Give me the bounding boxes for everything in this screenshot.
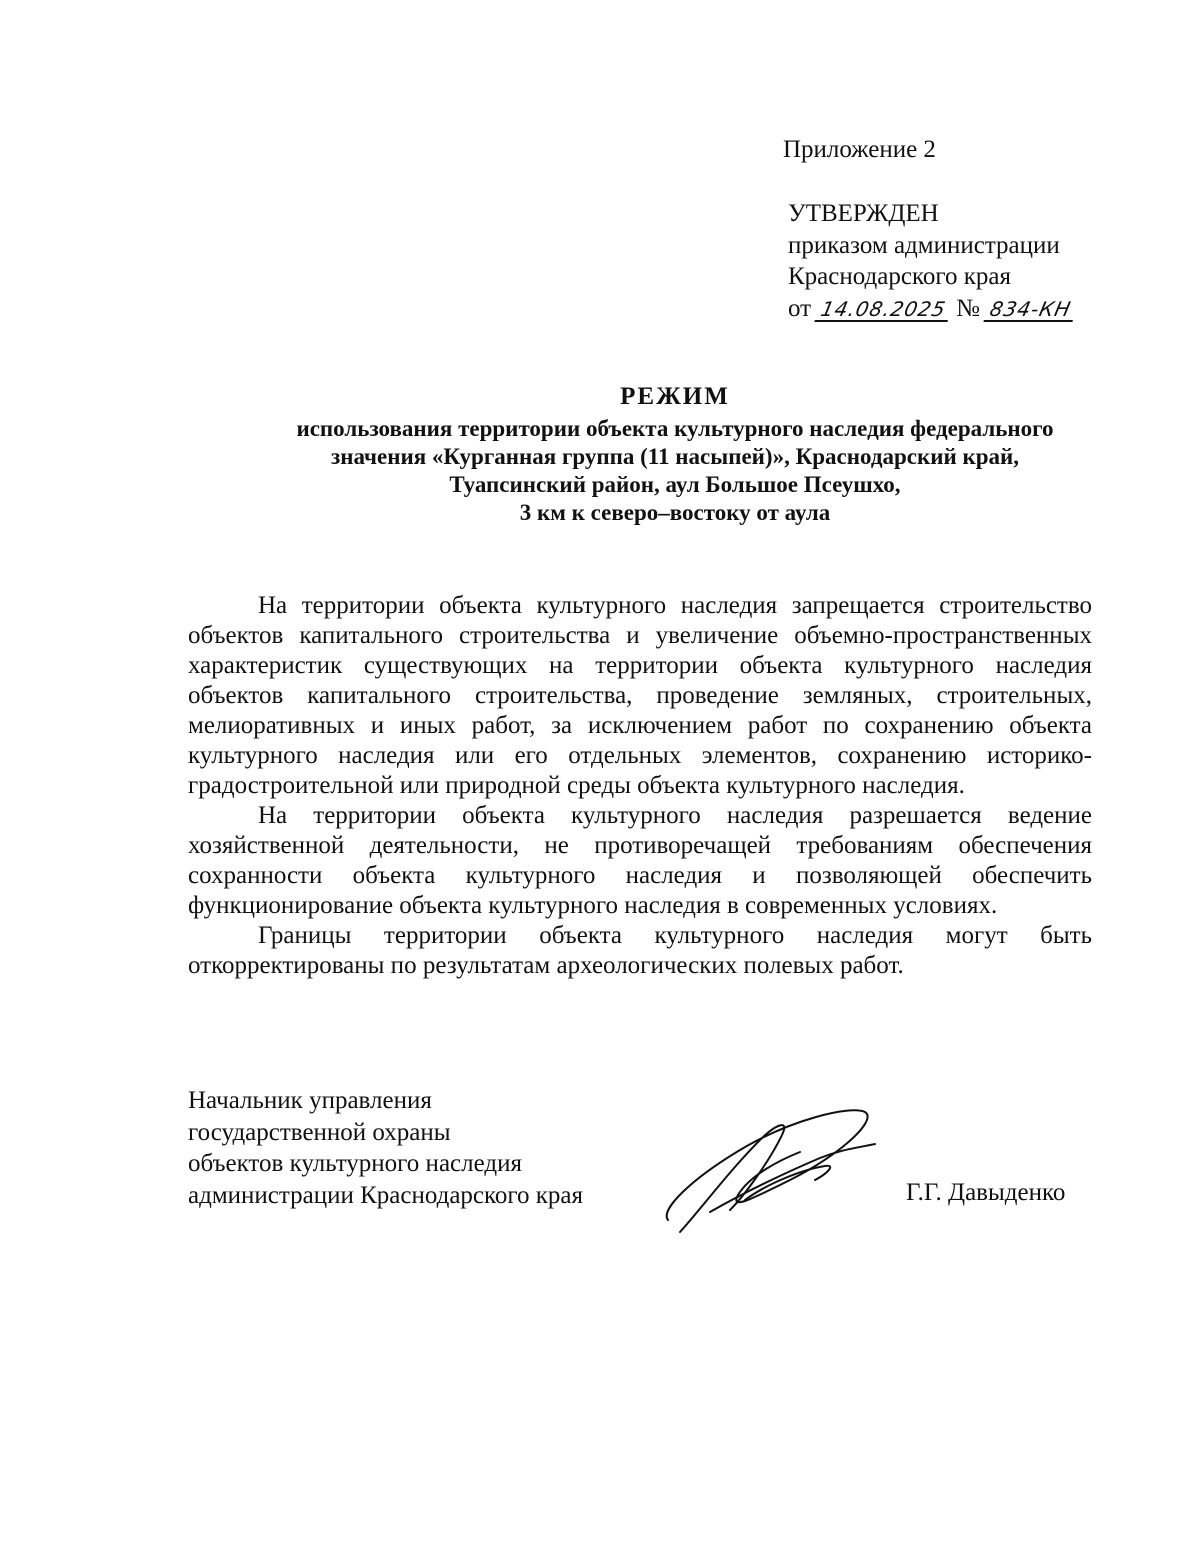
document-title — [150, 383, 1200, 527]
title-line-3: Туапсинский район, аул Большое Псеушхо, — [449, 472, 901, 497]
position-line-4: администрации Краснодарского края — [188, 1181, 584, 1209]
date-prefix: от — [788, 294, 812, 322]
handwritten-date: 14.08.2025 — [815, 298, 953, 322]
paragraph-permissions: На территории объекта культурного наследия разрешается ведение хозяйственной деятельности, не противоречащей требованиям обеспечения сохранности объекта культурного наследия и позволяющей обеспечить функционирование объекта культурного наследия в современных условиях. — [188, 802, 1092, 919]
handwritten-signature — [650, 1100, 880, 1240]
position-line-1: Начальник управления — [188, 1087, 432, 1114]
approval-block — [788, 198, 1075, 324]
title-main: РЕЖИМ — [620, 383, 730, 410]
paragraph-boundaries: Границы территории объекта культурного наследия могут быть откорректированы по результатам археологических полевых работ. — [188, 922, 1092, 979]
appendix-label: Приложение 2 — [783, 136, 936, 163]
document-body — [188, 591, 1092, 981]
signatory-name: Г.Г. Давыденко — [906, 1179, 1066, 1206]
approval-title: УТВЕРЖДЕН — [788, 200, 939, 227]
title-line-1: использования территории объекта культурного наследия федерального — [296, 416, 1054, 441]
paragraph-prohibitions: На территории объекта культурного наследия запрещается строительство объектов капитального строительства и увеличение объемно-пространственных характеристик существующих на территории объекта культурного наследия объектов капитального строительства, проведение земляных, строительных, мелиоративных и иных работ, за исключением работ по сохранению объекта культурного наследия или его отдельных элементов, сохранению историко-градостроительной или природной среды объекта культурного наследия. — [188, 592, 1092, 799]
approval-line-2: Краснодарского края — [788, 263, 1011, 290]
position-line-2: государственной охраны — [188, 1118, 451, 1146]
position-line-3: объектов культурного наследия — [188, 1150, 522, 1177]
approval-line-1: приказом администрации — [788, 231, 1060, 259]
title-line-4: 3 км к северо–востоку от аула — [519, 500, 831, 525]
title-line-2: значения «Курганная группа (11 насыпей)», Краснодарский край, — [330, 444, 1020, 469]
handwritten-number: 834-КН — [984, 298, 1078, 322]
signatory-position — [188, 1085, 583, 1211]
number-prefix: № — [956, 294, 980, 322]
approval-date-line — [788, 293, 1075, 325]
